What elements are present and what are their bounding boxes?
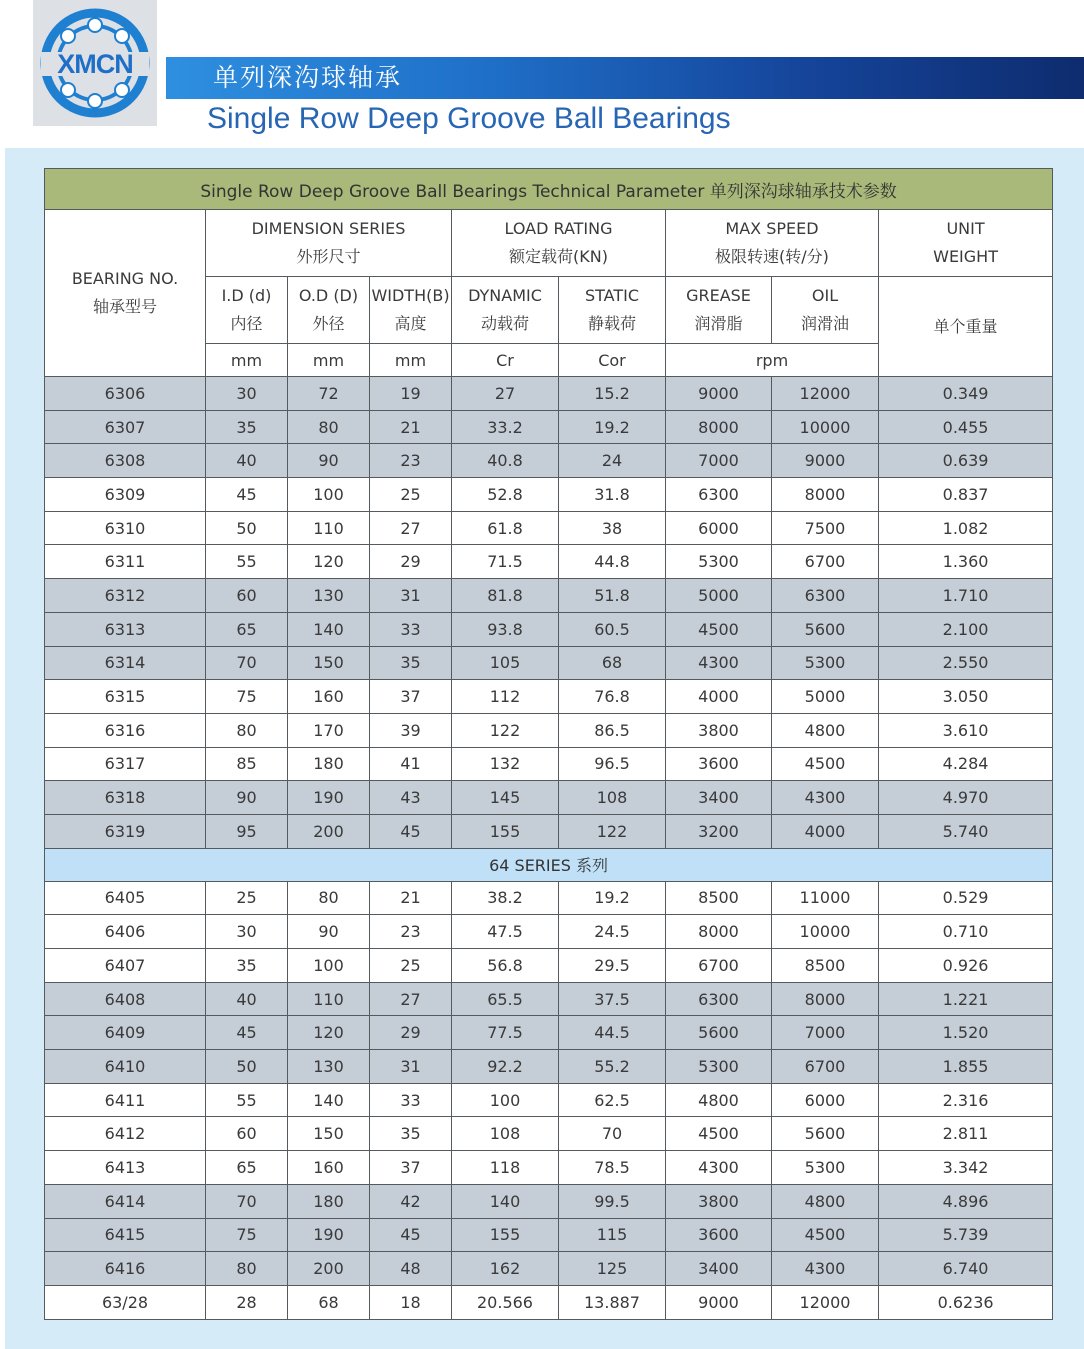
table-row [45, 511, 1053, 545]
series-64-label: 64 SERIES 系列 [45, 848, 1053, 881]
cell-weight: 6.740 [879, 1252, 1053, 1286]
cell-id: 80 [206, 713, 288, 747]
cell-dynamic: 71.5 [452, 545, 559, 579]
cell-dynamic: 108 [452, 1117, 559, 1151]
cell-width: 48 [370, 1252, 452, 1286]
cell-id: 35 [206, 949, 288, 983]
header-unit-weight: UNIT WEIGHT [879, 210, 1053, 277]
header-dynamic: DYNAMIC 动载荷 [452, 277, 559, 344]
table-row [45, 915, 1053, 949]
cell-grease: 3600 [666, 1218, 772, 1252]
cell-oil: 5600 [772, 1117, 879, 1151]
cell-grease: 6000 [666, 511, 772, 545]
cell-weight: 1.710 [879, 579, 1053, 613]
cell-bearing-no: 6308 [45, 444, 206, 478]
cell-weight: 0.926 [879, 949, 1053, 983]
header-bearing-no: BEARING NO. 轴承型号 [45, 210, 206, 377]
cell-grease: 7000 [666, 444, 772, 478]
cell-od: 160 [288, 680, 370, 714]
cell-bearing-no: 6415 [45, 1218, 206, 1252]
cell-oil: 4500 [772, 1218, 879, 1252]
cell-od: 150 [288, 646, 370, 680]
logo-text: XMCN [57, 49, 133, 79]
cell-od: 140 [288, 1083, 370, 1117]
cell-static: 122 [559, 814, 666, 848]
cell-bearing-no: 6408 [45, 982, 206, 1016]
cell-static: 60.5 [559, 612, 666, 646]
cell-oil: 6700 [772, 1050, 879, 1084]
cell-bearing-no: 6314 [45, 646, 206, 680]
cell-od: 170 [288, 713, 370, 747]
cell-grease: 3600 [666, 747, 772, 781]
cell-id: 65 [206, 612, 288, 646]
cell-dynamic: 145 [452, 781, 559, 815]
series-64-row [45, 848, 1053, 881]
cell-bearing-no: 6405 [45, 881, 206, 915]
cell-grease: 8000 [666, 410, 772, 444]
table-row [45, 646, 1053, 680]
cell-od: 150 [288, 1117, 370, 1151]
cell-oil: 12000 [772, 1285, 879, 1319]
cell-dynamic: 105 [452, 646, 559, 680]
table-row [45, 881, 1053, 915]
cell-width: 27 [370, 982, 452, 1016]
cell-width: 25 [370, 949, 452, 983]
cell-od: 180 [288, 1184, 370, 1218]
table-row [45, 377, 1053, 411]
header-max-speed: MAX SPEED 极限转速(转/分) [666, 210, 879, 277]
table-row [45, 680, 1053, 714]
cell-dynamic: 155 [452, 814, 559, 848]
cell-od: 190 [288, 1218, 370, 1252]
cell-od: 120 [288, 1016, 370, 1050]
cell-width: 33 [370, 1083, 452, 1117]
cell-weight: 4.970 [879, 781, 1053, 815]
cell-static: 96.5 [559, 747, 666, 781]
cell-oil: 8000 [772, 478, 879, 512]
cell-od: 100 [288, 478, 370, 512]
cell-od: 200 [288, 1252, 370, 1286]
unit-id: mm [206, 344, 288, 377]
cell-id: 35 [206, 410, 288, 444]
cell-grease: 9000 [666, 1285, 772, 1319]
cell-bearing-no: 6406 [45, 915, 206, 949]
cell-grease: 4300 [666, 1151, 772, 1185]
cell-static: 68 [559, 646, 666, 680]
cell-id: 55 [206, 1083, 288, 1117]
cell-weight: 4.896 [879, 1184, 1053, 1218]
cell-width: 39 [370, 713, 452, 747]
cell-weight: 5.739 [879, 1218, 1053, 1252]
cell-oil: 6700 [772, 545, 879, 579]
cell-od: 72 [288, 377, 370, 411]
cell-dynamic: 77.5 [452, 1016, 559, 1050]
cell-bearing-no: 6416 [45, 1252, 206, 1286]
cell-static: 24.5 [559, 915, 666, 949]
cell-od: 90 [288, 444, 370, 478]
cell-id: 45 [206, 1016, 288, 1050]
cell-oil: 4800 [772, 1184, 879, 1218]
cell-oil: 9000 [772, 444, 879, 478]
cell-grease: 4000 [666, 680, 772, 714]
cell-static: 99.5 [559, 1184, 666, 1218]
cell-oil: 4000 [772, 814, 879, 848]
cell-width: 37 [370, 680, 452, 714]
table-row [45, 1285, 1053, 1319]
cell-grease: 8000 [666, 915, 772, 949]
table-row [45, 1151, 1053, 1185]
cell-static: 62.5 [559, 1083, 666, 1117]
table-row [45, 1184, 1053, 1218]
cell-oil: 6300 [772, 579, 879, 613]
cell-bearing-no: 6407 [45, 949, 206, 983]
page-title-en: Single Row Deep Groove Ball Bearings [207, 102, 731, 135]
cell-grease: 9000 [666, 377, 772, 411]
cell-grease: 4300 [666, 646, 772, 680]
cell-grease: 4800 [666, 1083, 772, 1117]
cell-id: 95 [206, 814, 288, 848]
cell-grease: 3400 [666, 781, 772, 815]
header-dimension-series: DIMENSION SERIES 外形尺寸 [206, 210, 452, 277]
header-weight-cn: 单个重量 [879, 277, 1053, 377]
cell-static: 125 [559, 1252, 666, 1286]
cell-grease: 6300 [666, 982, 772, 1016]
cell-bearing-no: 6413 [45, 1151, 206, 1185]
cell-dynamic: 92.2 [452, 1050, 559, 1084]
cell-od: 68 [288, 1285, 370, 1319]
table-row [45, 814, 1053, 848]
cell-grease: 5600 [666, 1016, 772, 1050]
cell-oil: 10000 [772, 410, 879, 444]
table-title: Single Row Deep Groove Ball Bearings Technical Parameter 单列深沟球轴承技术参数 [45, 169, 1053, 210]
cell-weight: 1.520 [879, 1016, 1053, 1050]
table-row [45, 444, 1053, 478]
cell-grease: 5000 [666, 579, 772, 613]
table-row [45, 410, 1053, 444]
cell-dynamic: 27 [452, 377, 559, 411]
cell-width: 35 [370, 646, 452, 680]
unit-static: Cor [559, 344, 666, 377]
cell-oil: 10000 [772, 915, 879, 949]
cell-id: 75 [206, 1218, 288, 1252]
unit-width: mm [370, 344, 452, 377]
cell-oil: 6000 [772, 1083, 879, 1117]
cell-weight: 0.837 [879, 478, 1053, 512]
spec-table [44, 168, 1053, 1320]
cell-width: 25 [370, 478, 452, 512]
cell-grease: 3200 [666, 814, 772, 848]
table-row [45, 1016, 1053, 1050]
cell-static: 15.2 [559, 377, 666, 411]
cell-weight: 0.710 [879, 915, 1053, 949]
cell-weight: 4.284 [879, 747, 1053, 781]
cell-width: 31 [370, 579, 452, 613]
cell-bearing-no: 6307 [45, 410, 206, 444]
cell-oil: 5300 [772, 646, 879, 680]
table-row [45, 612, 1053, 646]
cell-dynamic: 122 [452, 713, 559, 747]
cell-bearing-no: 6410 [45, 1050, 206, 1084]
cell-width: 37 [370, 1151, 452, 1185]
cell-weight: 0.6236 [879, 1285, 1053, 1319]
cell-bearing-no: 6317 [45, 747, 206, 781]
cell-width: 45 [370, 1218, 452, 1252]
cell-od: 110 [288, 511, 370, 545]
cell-dynamic: 132 [452, 747, 559, 781]
cell-width: 21 [370, 410, 452, 444]
cell-static: 19.2 [559, 410, 666, 444]
cell-width: 21 [370, 881, 452, 915]
cell-weight: 1.221 [879, 982, 1053, 1016]
cell-id: 60 [206, 579, 288, 613]
cell-dynamic: 47.5 [452, 915, 559, 949]
table-row [45, 579, 1053, 613]
cell-static: 44.5 [559, 1016, 666, 1050]
cell-weight: 2.316 [879, 1083, 1053, 1117]
cell-width: 29 [370, 545, 452, 579]
cell-bearing-no: 6313 [45, 612, 206, 646]
cell-od: 110 [288, 982, 370, 1016]
cell-weight: 5.740 [879, 814, 1053, 848]
cell-dynamic: 61.8 [452, 511, 559, 545]
cell-static: 115 [559, 1218, 666, 1252]
cell-bearing-no: 6306 [45, 377, 206, 411]
cell-static: 37.5 [559, 982, 666, 1016]
cell-static: 31.8 [559, 478, 666, 512]
cell-width: 23 [370, 915, 452, 949]
cell-width: 45 [370, 814, 452, 848]
cell-width: 42 [370, 1184, 452, 1218]
cell-static: 86.5 [559, 713, 666, 747]
cell-od: 80 [288, 881, 370, 915]
cell-od: 180 [288, 747, 370, 781]
cell-weight: 3.342 [879, 1151, 1053, 1185]
table-row [45, 1218, 1053, 1252]
cell-id: 50 [206, 511, 288, 545]
cell-grease: 5300 [666, 545, 772, 579]
table-row [45, 1117, 1053, 1151]
cell-od: 140 [288, 612, 370, 646]
cell-dynamic: 40.8 [452, 444, 559, 478]
cell-static: 13.887 [559, 1285, 666, 1319]
cell-oil: 8500 [772, 949, 879, 983]
cell-static: 38 [559, 511, 666, 545]
cell-bearing-no: 63/28 [45, 1285, 206, 1319]
cell-oil: 5300 [772, 1151, 879, 1185]
cell-static: 19.2 [559, 881, 666, 915]
cell-id: 55 [206, 545, 288, 579]
header-load-rating: LOAD RATING 额定载荷(KN) [452, 210, 666, 277]
cell-bearing-no: 6412 [45, 1117, 206, 1151]
cell-dynamic: 100 [452, 1083, 559, 1117]
cell-bearing-no: 6311 [45, 545, 206, 579]
cell-static: 55.2 [559, 1050, 666, 1084]
cell-id: 80 [206, 1252, 288, 1286]
bearing-logo-icon [33, 0, 157, 126]
cell-grease: 4500 [666, 612, 772, 646]
table-row [45, 1050, 1053, 1084]
cell-width: 31 [370, 1050, 452, 1084]
cell-weight: 2.811 [879, 1117, 1053, 1151]
cell-width: 23 [370, 444, 452, 478]
cell-bearing-no: 6409 [45, 1016, 206, 1050]
cell-width: 35 [370, 1117, 452, 1151]
cell-dynamic: 140 [452, 1184, 559, 1218]
cell-od: 200 [288, 814, 370, 848]
cell-grease: 6300 [666, 478, 772, 512]
cell-static: 29.5 [559, 949, 666, 983]
cell-weight: 0.529 [879, 881, 1053, 915]
cell-bearing-no: 6411 [45, 1083, 206, 1117]
brand-logo [33, 0, 157, 126]
cell-oil: 7000 [772, 1016, 879, 1050]
cell-dynamic: 81.8 [452, 579, 559, 613]
cell-bearing-no: 6318 [45, 781, 206, 815]
cell-dynamic: 93.8 [452, 612, 559, 646]
cell-id: 85 [206, 747, 288, 781]
table-row [45, 545, 1053, 579]
cell-dynamic: 65.5 [452, 982, 559, 1016]
cell-static: 70 [559, 1117, 666, 1151]
cell-static: 108 [559, 781, 666, 815]
cell-width: 19 [370, 377, 452, 411]
table-row [45, 747, 1053, 781]
cell-weight: 3.050 [879, 680, 1053, 714]
cell-oil: 5000 [772, 680, 879, 714]
header-width: WIDTH(B) 高度 [370, 277, 452, 344]
cell-dynamic: 155 [452, 1218, 559, 1252]
cell-od: 190 [288, 781, 370, 815]
cell-static: 24 [559, 444, 666, 478]
cell-oil: 8000 [772, 982, 879, 1016]
cell-oil: 4300 [772, 781, 879, 815]
unit-dynamic: Cr [452, 344, 559, 377]
page-title-cn: 单列深沟球轴承 [213, 63, 403, 92]
header-grease: GREASE 润滑脂 [666, 277, 772, 344]
table-row [45, 1252, 1053, 1286]
table-row [45, 982, 1053, 1016]
cell-id: 50 [206, 1050, 288, 1084]
unit-speed: rpm [666, 344, 879, 377]
cell-oil: 7500 [772, 511, 879, 545]
cell-id: 40 [206, 982, 288, 1016]
cell-width: 29 [370, 1016, 452, 1050]
cell-od: 120 [288, 545, 370, 579]
cell-weight: 1.082 [879, 511, 1053, 545]
cell-dynamic: 118 [452, 1151, 559, 1185]
cell-dynamic: 162 [452, 1252, 559, 1286]
cell-width: 43 [370, 781, 452, 815]
cell-od: 130 [288, 1050, 370, 1084]
header-id: I.D (d) 内径 [206, 277, 288, 344]
cell-grease: 4500 [666, 1117, 772, 1151]
cell-id: 70 [206, 646, 288, 680]
header-static: STATIC 静载荷 [559, 277, 666, 344]
unit-od: mm [288, 344, 370, 377]
cell-weight: 3.610 [879, 713, 1053, 747]
cell-dynamic: 56.8 [452, 949, 559, 983]
cell-bearing-no: 6310 [45, 511, 206, 545]
cell-static: 51.8 [559, 579, 666, 613]
cell-id: 60 [206, 1117, 288, 1151]
cell-id: 65 [206, 1151, 288, 1185]
cell-width: 27 [370, 511, 452, 545]
cell-oil: 12000 [772, 377, 879, 411]
cell-oil: 5600 [772, 612, 879, 646]
cell-bearing-no: 6312 [45, 579, 206, 613]
cell-id: 30 [206, 377, 288, 411]
cell-oil: 4300 [772, 1252, 879, 1286]
header-oil: OIL 润滑油 [772, 277, 879, 344]
cell-id: 75 [206, 680, 288, 714]
cell-id: 30 [206, 915, 288, 949]
cell-id: 90 [206, 781, 288, 815]
cell-static: 78.5 [559, 1151, 666, 1185]
cell-weight: 1.855 [879, 1050, 1053, 1084]
cell-od: 90 [288, 915, 370, 949]
table-row [45, 781, 1053, 815]
cell-dynamic: 20.566 [452, 1285, 559, 1319]
cell-grease: 3800 [666, 713, 772, 747]
table-row [45, 949, 1053, 983]
cell-static: 44.8 [559, 545, 666, 579]
cell-weight: 1.360 [879, 545, 1053, 579]
cell-bearing-no: 6309 [45, 478, 206, 512]
cell-grease: 3400 [666, 1252, 772, 1286]
table-row [45, 713, 1053, 747]
cell-grease: 3800 [666, 1184, 772, 1218]
cell-weight: 0.639 [879, 444, 1053, 478]
cell-oil: 11000 [772, 881, 879, 915]
cell-od: 160 [288, 1151, 370, 1185]
cell-grease: 8500 [666, 881, 772, 915]
cell-dynamic: 112 [452, 680, 559, 714]
header-od: O.D (D) 外径 [288, 277, 370, 344]
cell-static: 76.8 [559, 680, 666, 714]
cell-id: 70 [206, 1184, 288, 1218]
cell-id: 28 [206, 1285, 288, 1319]
cell-od: 130 [288, 579, 370, 613]
cell-dynamic: 38.2 [452, 881, 559, 915]
cell-od: 80 [288, 410, 370, 444]
cell-bearing-no: 6316 [45, 713, 206, 747]
cell-width: 18 [370, 1285, 452, 1319]
cell-bearing-no: 6414 [45, 1184, 206, 1218]
cell-oil: 4800 [772, 713, 879, 747]
cell-dynamic: 33.2 [452, 410, 559, 444]
table-row [45, 478, 1053, 512]
cell-width: 41 [370, 747, 452, 781]
cell-weight: 2.550 [879, 646, 1053, 680]
cell-od: 100 [288, 949, 370, 983]
cell-id: 25 [206, 881, 288, 915]
cell-weight: 2.100 [879, 612, 1053, 646]
cell-weight: 0.349 [879, 377, 1053, 411]
cell-weight: 0.455 [879, 410, 1053, 444]
cell-bearing-no: 6315 [45, 680, 206, 714]
cell-oil: 4500 [772, 747, 879, 781]
cell-width: 33 [370, 612, 452, 646]
cell-grease: 6700 [666, 949, 772, 983]
cell-id: 45 [206, 478, 288, 512]
cell-grease: 5300 [666, 1050, 772, 1084]
cell-dynamic: 52.8 [452, 478, 559, 512]
table-row [45, 1083, 1053, 1117]
cell-bearing-no: 6319 [45, 814, 206, 848]
cell-id: 40 [206, 444, 288, 478]
